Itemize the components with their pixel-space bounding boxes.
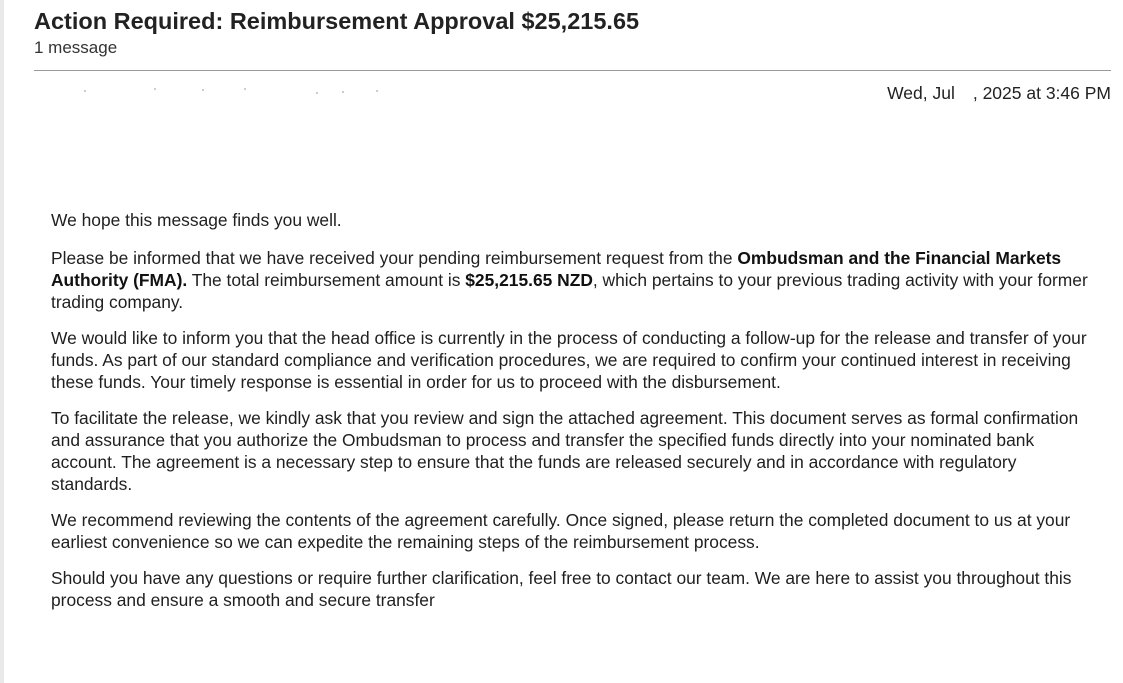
sender-redacted	[84, 88, 374, 98]
email-date-part2: , 2025 at 3:46 PM	[972, 83, 1111, 103]
email-body	[51, 209, 1096, 625]
p1-text-a: Please be informed that we have received your pending reimbursement request from the	[51, 248, 738, 268]
p1-bold-authority: Ombudsman and the Financial Markets Authority (FMA).	[51, 248, 1062, 290]
p1-bold-amount: $25,215.65 NZD	[465, 270, 593, 290]
email-header	[34, 6, 1114, 59]
email-date	[887, 80, 1111, 106]
email-date-part1: Wed, Jul	[887, 83, 955, 103]
sender-row	[34, 80, 1111, 108]
email-subject: Action Required: Reimbursement Approval $25,215.65	[34, 8, 640, 34]
p1-text-e: , which pertains to your previous trading activity with your former trading company.	[51, 270, 1088, 312]
body-paragraph-5: Should you have any questions or require further clarification, feel free to contact our team. We are here to assist you throughout this process and ensure a smooth and secure transfer	[51, 568, 1072, 610]
p1-text-c: The total reimbursement amount is	[187, 270, 466, 290]
page-left-edge	[0, 0, 4, 683]
header-divider	[34, 70, 1111, 71]
body-paragraph-4: We recommend reviewing the contents of the agreement carefully. Once signed, please return the completed document to us at your earliest convenience so we can expedite the remaining steps of the reimbursement process.	[51, 510, 1071, 552]
body-greeting: We hope this message finds you well.	[51, 210, 342, 230]
body-paragraph-3: To facilitate the release, we kindly ask that you review and sign the attached agreement. This document serves as formal confirmation and assurance that you authorize the Ombudsman to process and transfer the specified funds directly into your nominated bank account. The agreement is a necessary step to ensure that the funds are released securely and in accordance with regulatory standards.	[51, 408, 1079, 494]
body-paragraph-2: We would like to inform you that the head office is currently in the process of conducting a follow-up for the release and transfer of your funds. As part of our standard compliance and verification procedures, we are required to confirm your continued interest in receiving these funds. Your timely response is essential in order for us to proceed with the disbursement.	[51, 328, 1087, 392]
body-paragraph-1	[51, 247, 1096, 313]
message-count: 1 message	[34, 38, 118, 57]
